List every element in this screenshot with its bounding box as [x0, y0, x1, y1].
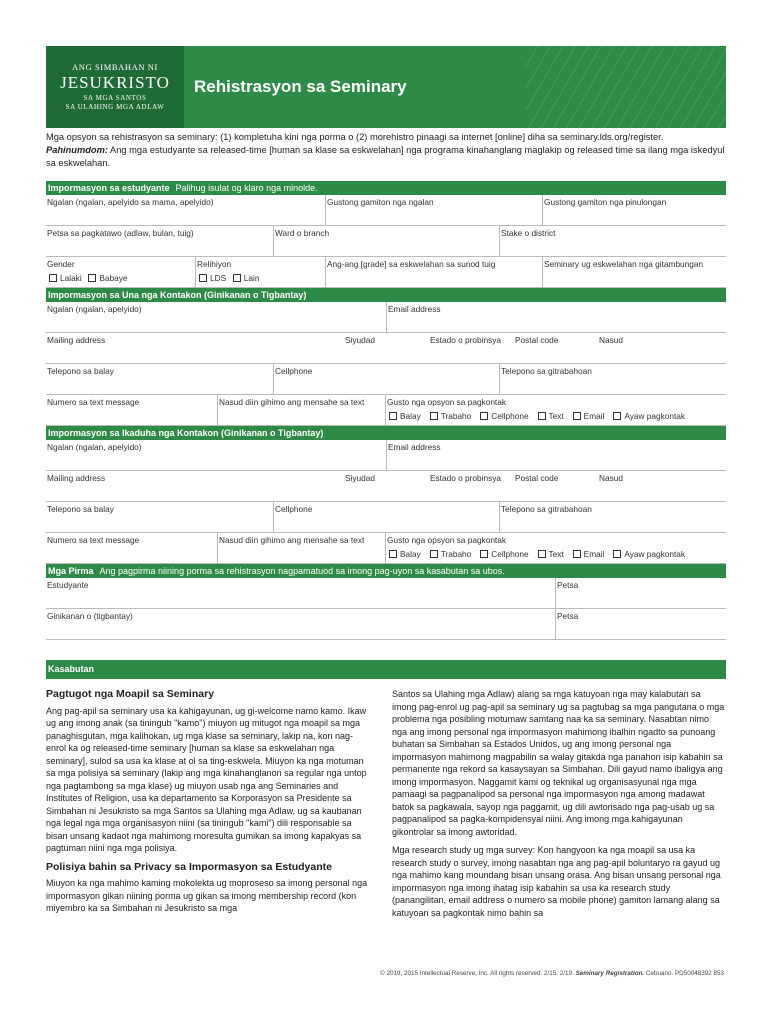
contact2-text-number-field[interactable] — [46, 533, 218, 563]
contact1-text-country-field[interactable] — [218, 395, 386, 425]
city-label: Siyudad — [345, 473, 375, 483]
research-text: Mga research study ug mga survey: Kon hangyoon ka nga moapil sa usa ka research study o survey, imong nasabtan nga ang pag-apil boluntaryo ra gayud ug nga mahimo kang moundang bisan unsang orasa. Ang bisan unsang personal nga impormasyon nga imong ihatag isip kabahin sa usa ka research study (panangilitan, email address o numero sa mobile phone) gamiton lamang alang sa katuyoan sa pagkontak nimo bahin sa — [392, 845, 721, 918]
field-label: Petsa sa pagkatawo (adlaw, bulan, tuig) — [47, 228, 194, 238]
page-title: Rehistrasyon sa Seminary — [194, 77, 407, 96]
form-row — [46, 195, 726, 226]
preferred-language-field[interactable] — [543, 195, 726, 225]
field-label: Ang-ang [grade] sa eskwelahan sa sunod tuig — [327, 259, 496, 269]
participation-heading: Pagtugot nga Moapil sa Seminary — [46, 688, 215, 700]
field-label: Cellphone — [275, 504, 313, 514]
logo-line-2: JESUKRISTO — [60, 73, 170, 92]
field-label: Seminary ug eskwelahan nga gitambungan — [544, 259, 704, 269]
postal-label: Postal code — [515, 473, 559, 483]
contact2-home-phone-field[interactable] — [46, 502, 274, 532]
section-title: Impormasyon sa Una nga Kontakon (Ginikanan o Tigbantay) — [48, 290, 307, 300]
field-label: Gustong gamiton nga ngalan — [327, 197, 434, 207]
student-date-field[interactable] — [556, 578, 726, 608]
field-label: Telepono sa gitrabahoan — [501, 366, 592, 376]
intro-text — [46, 131, 726, 170]
contact2-email-field[interactable] — [387, 440, 726, 470]
grade-field[interactable] — [326, 257, 543, 287]
field-label: Ngalan (ngalan, apelyido sa mama, apelyido) — [47, 197, 214, 207]
checkbox-work[interactable] — [430, 412, 438, 420]
option-label: Email — [583, 411, 605, 421]
option-label: Trabaho — [440, 549, 472, 559]
field-label: Email address — [388, 442, 441, 452]
church-logo — [46, 46, 184, 128]
option-label: Ayaw pagkontak — [624, 549, 686, 559]
checkbox-lds[interactable] — [199, 274, 207, 282]
field-label: Relihiyon — [197, 259, 232, 269]
privacy-heading: Polisiya bahin sa Privacy sa Impormasyon sa Estudyante — [46, 860, 332, 873]
decorative-stripes — [526, 46, 726, 128]
checkbox-male[interactable] — [49, 274, 57, 282]
checkbox-home[interactable] — [389, 412, 397, 420]
option-label: Lain — [243, 273, 260, 283]
checkbox-cellphone[interactable] — [480, 550, 488, 558]
field-label: Nasud diin gihimo ang mensahe sa text — [219, 397, 365, 407]
field-label: Petsa — [557, 611, 579, 621]
agreement-left-column — [46, 688, 368, 921]
field-label: Ginikanan o (tigbantay) — [47, 611, 133, 621]
checkbox-other[interactable] — [233, 274, 241, 282]
contact2-preference-field — [386, 533, 726, 563]
field-label: Cellphone — [275, 366, 313, 376]
country-label: Nasud — [599, 335, 623, 345]
form-row — [46, 333, 726, 364]
form-row — [46, 364, 726, 395]
contact2-name-field[interactable] — [46, 440, 387, 470]
checkbox-no-contact[interactable] — [613, 412, 621, 420]
contact2-text-country-field[interactable] — [218, 533, 386, 563]
checkbox-female[interactable] — [88, 274, 96, 282]
checkbox-no-contact[interactable] — [613, 550, 621, 558]
field-label: Petsa — [557, 580, 579, 590]
gender-field — [46, 257, 196, 287]
privacy-text-continued: Santos sa Ulahing mga Adlaw) alang sa mga katuyoan nga may kalabutan sa imong pag-enrol ug pag-apil sa seminary ug sa pagtubag sa mga pangutana o mga problema nga posibling motumaw samtang naa ka sa seminary. Nasabtan nimo nga ang imong personal nga impormasyon mahimong ibalhin ngadto sa punoang buhatan sa Simbahan sa Estados Unidos, ug ang imong personal nga impormasyon mahimong magpabilin sa walay gitakda nga panahon isip kabahin sa permanente nga rekord sa kasaysayan sa Simbahan. Dili gayud namo ibaligya ang imong impormasyon. Naggamit kami og teknikal ug organisasyunal nga mga pamaagi sa pagpanalipod sa personal nga impormasyon nga among madawat batok sa pagkawala, sayop nga paggamit, ug dili awtorisado nga pag-usab ug sa pagpanalipod sa pagka-kompidensyal niini. Ang imong mga kahigayunan gikontrolar sa imong awtoridad. — [392, 689, 725, 837]
form-row — [46, 471, 726, 502]
contact2-mailing-field[interactable] — [46, 471, 726, 501]
option-label: Babaye — [99, 273, 128, 283]
contact2-cell-field[interactable] — [274, 502, 500, 532]
form-row — [46, 226, 726, 257]
section-hint: Ang pagpirma niining porma sa rehistrasyon nagpamatuod sa imong pag-uyon sa kasabutan sa ubos. — [99, 566, 505, 576]
registration-form — [46, 181, 726, 640]
checkbox-cellphone[interactable] — [480, 412, 488, 420]
page-header — [46, 46, 726, 128]
field-label: Mailing address — [47, 335, 106, 345]
contact1-cell-field[interactable] — [274, 364, 500, 394]
section-title: Impormasyon sa Ikaduha nga Kontakon (Ginikanan o Tigbantay) — [48, 428, 324, 438]
parent-signature-field[interactable] — [46, 609, 556, 639]
field-label: Gusto nga opsyon sa pagkontak — [387, 397, 507, 407]
section-agreement: Kasabutan — [46, 660, 726, 679]
form-row — [46, 578, 726, 609]
field-label: Numero sa text message — [47, 397, 140, 407]
field-label: Email address — [388, 304, 441, 314]
form-row — [46, 533, 726, 564]
note-label: Pahinumdom: — [46, 145, 108, 155]
option-label: Ayaw pagkontak — [624, 411, 686, 421]
student-name-field[interactable] — [46, 195, 326, 225]
field-label: Gustong gamiton nga pinulongan — [544, 197, 667, 207]
option-label: Text — [548, 549, 564, 559]
field-label: Ngalan (ngalan, apelyido) — [47, 304, 142, 314]
document-name: Seminary Registration. — [575, 970, 645, 977]
section-student-info — [46, 181, 726, 195]
religion-field — [196, 257, 326, 287]
copyright: © 2019, 2015 Intellectual Reserve, Inc. All rights reserved. 2/15. 2/19. — [380, 970, 576, 977]
privacy-text: Miuyon ka nga mahimo kaming mokolekta ug moproseso sa imong personal nga impormasyon gikan niining porma ug gikan sa imong membership record (kon miyembro ka sa Simbahan ni Jesukristo sa mga — [46, 878, 368, 913]
agreement-right-column — [392, 688, 726, 966]
contact1-work-phone-field[interactable] — [500, 364, 726, 394]
stake-field[interactable] — [500, 226, 726, 256]
city-label: Siyudad — [345, 335, 375, 345]
option-label: Trabaho — [440, 411, 472, 421]
checkbox-home[interactable] — [389, 550, 397, 558]
participation-text: Ang pag-apil sa seminary usa ka kahigayunan, ug gi-welcome namo kamo. Ikaw ug ang imong anak (sa tiningub "kamo") miuyon ug mitugot nga moapil sa mga panaghisgutan, mga kalihokan, ug mga klase sa seminary, lakip na, kon nag-enrol ka og released-time seminary [human sa klase sa eskwelahan nga seminary], sulod sa usa ka klase at ol sa ting-eskwela. Miuyon ka nga motuman sa mga polisiya sa seminary (lakip ang mga kinahanglanon sa regular nga untop nga pagtambong sa mga klase) ug miuyon usab nga ang Seminaries and Institutes of Religion, usa ka departamento sa Korporasyon sa Presidente sa Simbahan ni Jesukristo sa mga Santos sa Ulahing mga Adlaw, ug sa kaubanan nga legal nga mga organisasyon niini (sa tiningub "kami") dili responsable sa bisan unsang kadaot nga mahimong moresulta gumikan sa imong kapakyas sa pagtuman niini nga mga polisiya. — [46, 705, 367, 853]
checkbox-work[interactable] — [430, 550, 438, 558]
option-label: Text — [548, 411, 564, 421]
ward-field[interactable] — [274, 226, 500, 256]
parent-date-field[interactable] — [556, 609, 726, 639]
section-contact-2 — [46, 426, 726, 440]
contact1-text-number-field[interactable] — [46, 395, 218, 425]
option-label: Lalaki — [60, 273, 82, 283]
contact1-email-field[interactable] — [387, 302, 726, 332]
note-text: Ang mga estudyante sa released-time [human sa klase sa eskwelahan] nga programa kinahanglang maglakip og released time sa ilang mga iskedyul sa eskwelahan. — [46, 145, 725, 168]
logo-line-3: SA MGA SANTOS — [83, 94, 147, 102]
state-label: Estado o probinsya — [430, 335, 502, 345]
field-label: Nasud diin gihimo ang mensahe sa text — [219, 535, 365, 545]
form-row — [46, 502, 726, 533]
field-label: Ngalan (ngalan, apelyido) — [47, 442, 142, 452]
document-code: Cebuano. PD50048392 853 — [644, 970, 724, 977]
field-label: Ward o branch — [275, 228, 330, 238]
logo-line-1: ANG SIMBAHAN NI — [72, 62, 158, 72]
field-label: Stake o district — [501, 228, 556, 238]
form-row — [46, 609, 726, 640]
field-label: Estudyante — [47, 580, 89, 590]
option-label: Cellphone — [491, 411, 529, 421]
field-label: Numero sa text message — [47, 535, 140, 545]
preferred-name-field[interactable] — [326, 195, 543, 225]
field-label: Telepono sa gitrabahoan — [501, 504, 592, 514]
contact1-preference-field — [386, 395, 726, 425]
option-label: Balay — [400, 549, 421, 559]
section-contact-1 — [46, 288, 726, 302]
checkbox-email[interactable] — [573, 550, 581, 558]
option-label: Email — [583, 549, 605, 559]
field-label: Gender — [47, 259, 75, 269]
contact1-name-field[interactable] — [46, 302, 387, 332]
contact2-work-phone-field[interactable] — [500, 502, 726, 532]
seminary-school-field[interactable] — [543, 257, 726, 287]
logo-line-4: SA ULAHING MGA ADLAW — [65, 103, 165, 111]
section-title: Mga Pirma — [48, 566, 94, 576]
page-footer — [380, 970, 724, 977]
registration-options: Mga opsyon sa rehistrasyon sa seminary: (1) kompletuha kini nga porma o (2) morehistro pinaagi sa internet [online] diha sa seminary.lds.org/register. — [46, 132, 664, 142]
field-label: Gusto nga opsyon sa pagkontak — [387, 535, 507, 545]
section-hint: Palihug isulat og klaro nga minolde. — [175, 183, 318, 193]
checkbox-text[interactable] — [538, 412, 546, 420]
checkbox-email[interactable] — [573, 412, 581, 420]
form-row — [46, 302, 726, 333]
country-label: Nasud — [599, 473, 623, 483]
released-time-note — [46, 144, 726, 170]
contact1-mailing-field[interactable] — [46, 333, 726, 363]
option-label: Cellphone — [491, 549, 529, 559]
field-label: Telepono sa balay — [47, 504, 114, 514]
state-label: Estado o probinsya — [430, 473, 502, 483]
checkbox-text[interactable] — [538, 550, 546, 558]
student-signature-field[interactable] — [46, 578, 556, 608]
postal-label: Postal code — [515, 335, 559, 345]
option-label: Balay — [400, 411, 421, 421]
field-label: Mailing address — [47, 473, 106, 483]
option-label: LDS — [210, 273, 227, 283]
section-signatures — [46, 564, 726, 578]
contact1-home-phone-field[interactable] — [46, 364, 274, 394]
form-row — [46, 395, 726, 426]
title-band — [184, 46, 726, 128]
form-row — [46, 440, 726, 471]
birthdate-field[interactable] — [46, 226, 274, 256]
form-row — [46, 257, 726, 288]
section-title: Impormasyon sa estudyante — [48, 183, 170, 193]
field-label: Telepono sa balay — [47, 366, 114, 376]
